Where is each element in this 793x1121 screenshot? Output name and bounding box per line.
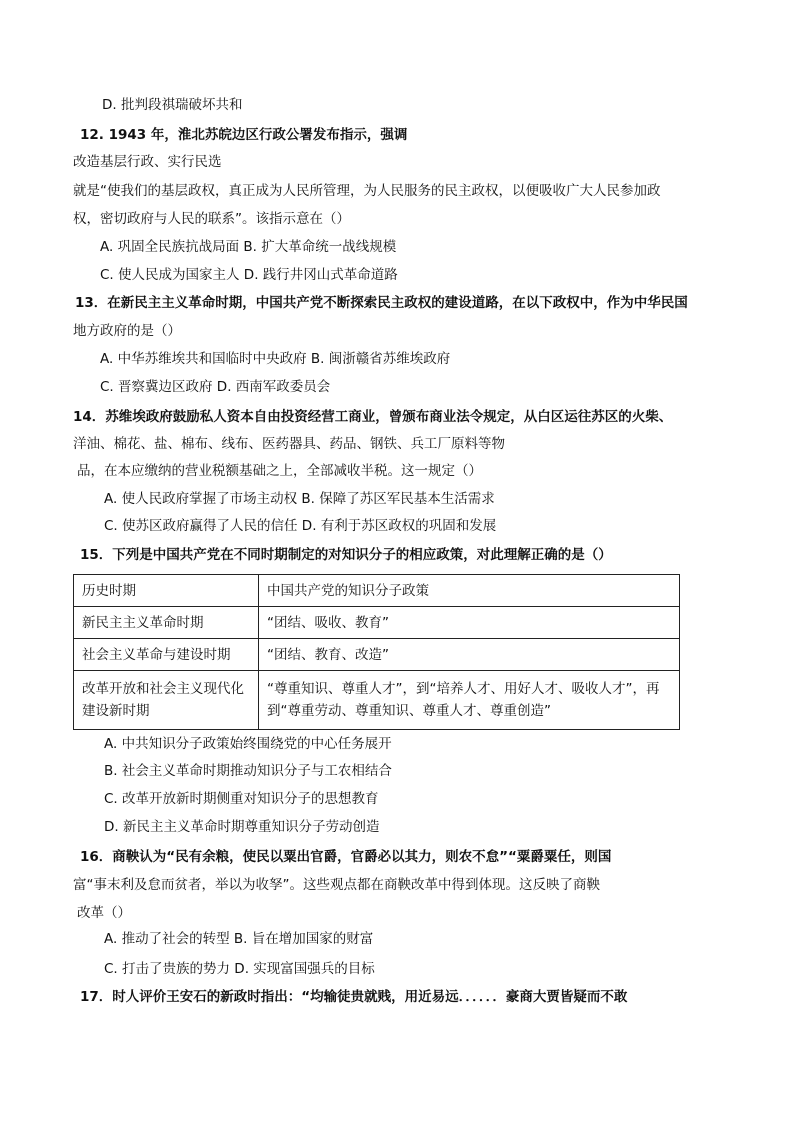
q14-stem-line2: 洋油、棉花、盐、棉布、线布、医药器具、药品、钢铁、兵工厂原料等物 bbox=[73, 436, 505, 452]
q12-stem-line4: 权，密切政府与人民的联系”。该指示意在（） bbox=[73, 211, 350, 227]
q15-stem: 15．下列是中国共产党在不同时期制定的对知识分子的相应政策，对此理解正确的是（） bbox=[80, 547, 612, 563]
q16-options-cd: C. 打击了贵族的势力 D. 实现富国强兵的目标 bbox=[104, 961, 375, 977]
q14-options-ab: A. 使人民政府掌握了市场主动权 B. 保障了苏区军民基本生活需求 bbox=[104, 491, 495, 507]
q17-stem-line1: 17．时人评价王安石的新政时指出：“均输徒贵就贱，用近易远．．．．．．豪商大贾皆疑而不敢 bbox=[80, 989, 628, 1005]
table-header-row bbox=[74, 575, 680, 607]
q16-options-ab: A. 推动了社会的转型 B. 旨在增加国家的财富 bbox=[104, 931, 374, 947]
q13-options-ab: A. 中华苏维埃共和国临时中央政府 B. 闽浙赣省苏维埃政府 bbox=[100, 351, 451, 367]
q13-stem-line2: 地方政府的是（） bbox=[73, 323, 181, 339]
q12-options-ab: A. 巩固全民族抗战局面 B. 扩大革命统一战线规模 bbox=[100, 239, 397, 255]
q11-option-d: D. 批判段祺瑞破坏共和 bbox=[102, 97, 243, 113]
q16-stem-line2: 富“事末利及怠而贫者，举以为收孥”。这些观点都在商鞅改革中得到体现。这反映了商鞅 bbox=[73, 877, 600, 893]
q15-option-d: D. 新民主主义革命时期尊重知识分子劳动创造 bbox=[104, 819, 380, 835]
table-cell-period: 改革开放和社会主义现代化建设新时期 bbox=[74, 671, 259, 730]
table-header-cell: 中国共产党的知识分子政策 bbox=[259, 575, 680, 607]
q13-options-cd: C. 晋察冀边区政府 D. 西南军政委员会 bbox=[100, 379, 331, 395]
q14-options-cd: C. 使苏区政府赢得了人民的信任 D. 有利于苏区政权的巩固和发展 bbox=[104, 518, 497, 534]
table-cell-policy: “尊重知识、尊重人才”，到“培养人才、用好人才、吸收人才”，再到“尊重劳动、尊重知识、尊重人才、尊重创造” bbox=[259, 671, 680, 730]
table-row bbox=[74, 671, 680, 730]
q16-stem-line1: 16．商鞅认为“民有余粮，使民以粟出官爵，官爵必以其力，则农不怠”“粟爵粟任，则国 bbox=[80, 849, 612, 865]
q16-stem-line3: 改革（） bbox=[77, 905, 131, 921]
q15-option-a: A. 中共知识分子政策始终围绕党的中心任务展开 bbox=[104, 736, 392, 752]
q12-stem-line2: 改造基层行政、实行民选 bbox=[73, 154, 222, 170]
table-row bbox=[74, 639, 680, 671]
q13-stem-line1: 13．在新民主主义革命时期，中国共产党不断探索民主政权的建设道路，在以下政权中，作为中华民国 bbox=[75, 295, 688, 311]
table-cell-period: 社会主义革命与建设时期 bbox=[74, 639, 259, 671]
table-header-cell: 历史时期 bbox=[74, 575, 259, 607]
q14-stem-line1: 14．苏维埃政府鼓励私人资本自由投资经营工商业，曾颁布商业法令规定，从白区运往苏区的火柴、 bbox=[73, 409, 673, 425]
policy-table bbox=[73, 574, 680, 730]
q12-stem-line3: 就是“使我们的基层政权，真正成为人民所管理，为人民服务的民主政权，以便吸收广大人民参加政 bbox=[73, 183, 661, 199]
q12-options-cd: C. 使人民成为国家主人 D. 践行井冈山式革命道路 bbox=[100, 267, 398, 283]
q15-option-c: C. 改革开放新时期侧重对知识分子的思想教育 bbox=[104, 791, 379, 807]
q15-option-b: B. 社会主义革命时期推动知识分子与工农相结合 bbox=[104, 763, 392, 779]
table-cell-period: 新民主主义革命时期 bbox=[74, 607, 259, 639]
q12-stem-line1: 12. 1943 年，淮北苏皖边区行政公署发布指示，强调 bbox=[80, 127, 408, 143]
table-cell-policy: “团结、教育、改造” bbox=[259, 639, 680, 671]
table-row bbox=[74, 607, 680, 639]
q14-stem-line3: 品，在本应缴纳的营业税额基础之上，全部减收半税。这一规定（） bbox=[77, 463, 482, 479]
table-cell-policy: “团结、吸收、教育” bbox=[259, 607, 680, 639]
